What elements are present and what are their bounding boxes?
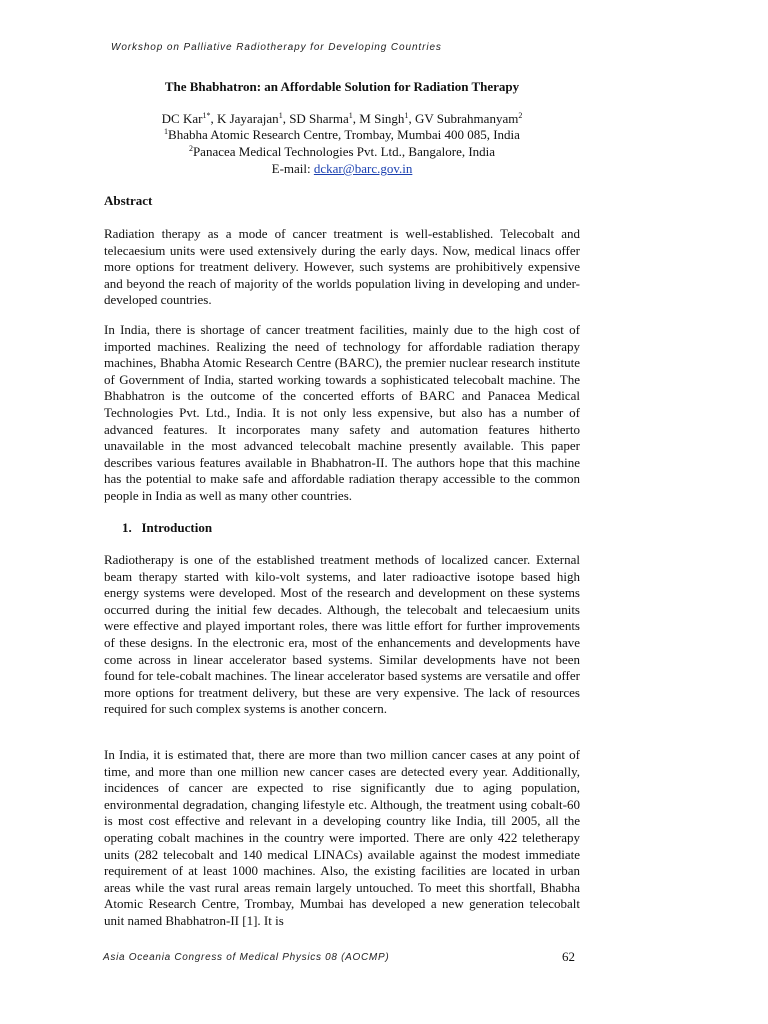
footer-conference: Asia Oceania Congress of Medical Physics 08 (AOCMP) xyxy=(103,952,390,963)
paper-title: The Bhabhatron: an Affordable Solution for Radiation Therapy xyxy=(164,79,520,94)
introduction-paragraph-2: In India, it is estimated that, there are more than two million cancer cases at any point of time, and more than one million new cancer cases are detected every year. Additionally, incidences of cancer are expected to rise significantly due to aging population, environmental degradation, changing lifestyle etc. Although, the treatment using cobalt-60 is most cost effective and relevant in a developing country like India, till 2005, all the operating cobalt machines in the country were imported. There are only 422 teletherapy units (282 telecobalt and 140 medical LINACs) available against the modest immediate requirement of at least 1000 machines. Also, the existing facilities are located in urban areas while the vast rural areas remain largely untouched. To meet this shortfall, Bhabha Atomic Research Centre, Trombay, Mumbai has developed a new generation telecobalt unit named Bhabhatron-II [1]. It is xyxy=(104,747,580,928)
email-link[interactable]: dckar@barc.gov.in xyxy=(313,161,413,176)
email-line xyxy=(0,161,684,177)
abstract-heading: Abstract xyxy=(104,193,153,208)
author-name: , SD Sharma xyxy=(282,111,349,126)
author-list xyxy=(0,111,684,127)
running-header: Workshop on Palliative Radiotherapy for Developing Countries xyxy=(111,42,442,53)
affiliation-mark: 2 xyxy=(188,144,193,153)
introduction-heading: 1. Introduction xyxy=(122,520,213,535)
affiliation-text: Panacea Medical Technologies Pvt. Ltd., Bangalore, India xyxy=(192,144,496,159)
author-name: , M Singh xyxy=(352,111,405,126)
email-label: E-mail: xyxy=(271,161,314,176)
author-affiliation-mark: 1 xyxy=(404,111,409,120)
introduction-paragraph-1: Radiotherapy is one of the established treatment methods of localized cancer. External beam therapy started with kilo-volt systems, and later radioactive isotope based high energy systems were developed. Most of the research and development on these systems occurred during the initial few decades. Although, the telecobalt and telecaesium units were effective and played important roles, there was little effort for further improvements of these designs. In the electronic era, most of the enhancements and developments have come across in linear accelerator based systems. Similar developments have not been found for tele-cobalt machines. The linear accelerator based systems are versatile and offer more options for treatment delivery, but these are very expensive. The lack of resources required for such complex systems is another concern. xyxy=(104,552,580,717)
affiliation-mark: 1 xyxy=(164,127,169,136)
author-affiliation-mark: 1* xyxy=(202,111,211,120)
affiliation-1 xyxy=(0,127,684,143)
affiliation-2 xyxy=(0,144,684,160)
author-name: , GV Subrahmanyam xyxy=(408,111,519,126)
page-number: 62 xyxy=(562,949,575,964)
author-name: , K Jayarajan xyxy=(210,111,279,126)
abstract-paragraph-2: In India, there is shortage of cancer treatment facilities, mainly due to the high cost of imported machines. Realizing the need of technology for affordable radiation therapy machines, Bhabha Atomic Research Centre (BARC), the premier nuclear research institute of Government of India, started working towards a sophisticated telecobalt machine. The Bhabhatron is the outcome of the concerted efforts of BARC and Panacea Medical Technologies Pvt. Ltd., India. It is not only less expensive, but also has a number of advanced features. It incorporates many safety and automation features hitherto unavailable in the most advanced telecobalt machine presently available. This paper describes various features available in Bhabhatron-II. The authors hope that this machine has the potential to make safe and affordable radiation therapy accessible to the common people in India as well as many other countries. xyxy=(104,322,580,503)
author-name: DC Kar xyxy=(161,111,203,126)
author-affiliation-mark: 2 xyxy=(518,111,523,120)
abstract-paragraph-1: Radiation therapy as a mode of cancer treatment is well-established. Telecobalt and telecaesium units were used extensively during the early days. Now, medical linacs offer more options for treatment delivery. However, such systems are prohibitively expensive and beyond the reach of majority of the worlds population living in developing and under-developed countries. xyxy=(104,226,580,308)
author-affiliation-mark: 1 xyxy=(348,111,353,120)
affiliation-text: Bhabha Atomic Research Centre, Trombay, Mumbai 400 085, India xyxy=(168,127,520,142)
author-affiliation-mark: 1 xyxy=(278,111,283,120)
